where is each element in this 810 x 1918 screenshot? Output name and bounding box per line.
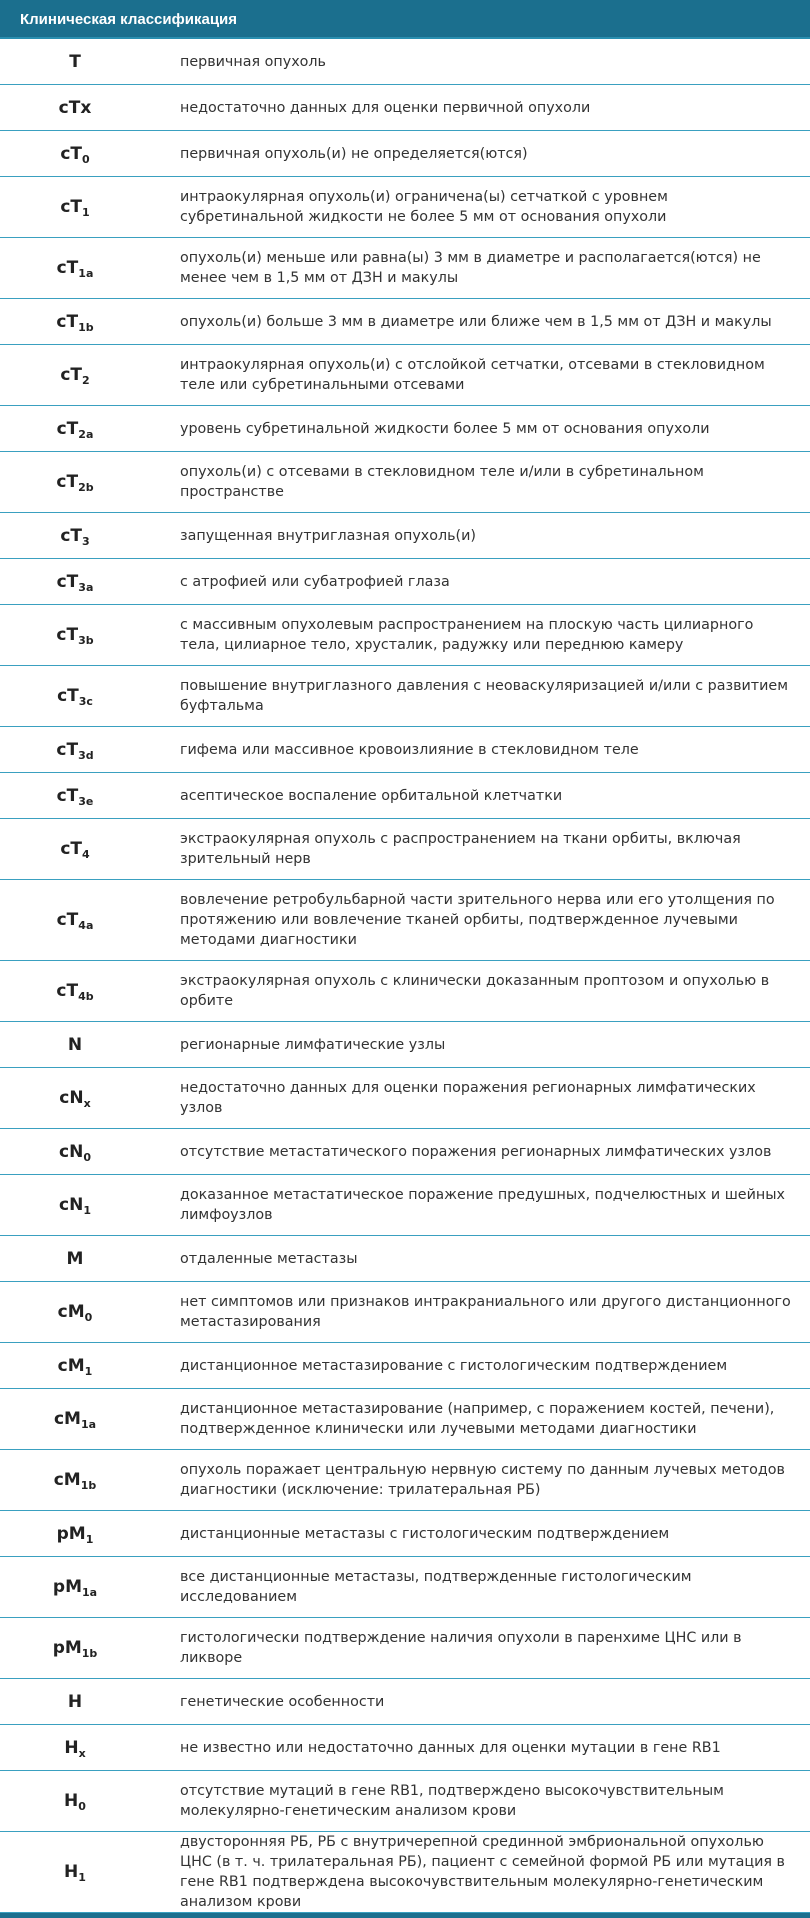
row-code-main: cT (56, 739, 79, 760)
row-description: экстраокулярная опухоль с распространением на ткани орбиты, включая зрительный нерв (180, 831, 741, 867)
row-code (0, 472, 150, 492)
table-row (0, 1511, 810, 1557)
row-description: повышение внутриглазного давления с неоваскуляризацией и/или с развитием буфтальма (180, 678, 788, 714)
table-body (0, 39, 810, 1913)
table-row (0, 1832, 810, 1913)
row-code-subscript: 1a (78, 267, 94, 280)
table-row (0, 1175, 810, 1236)
row-code-subscript: 4b (78, 990, 94, 1003)
row-code (0, 572, 150, 592)
table-row (0, 605, 810, 666)
table-row (0, 452, 810, 513)
row-description: гистологически подтверждение наличия опухоли в паренхиме ЦНС или в ликворе (180, 1630, 742, 1666)
row-code (0, 419, 150, 439)
table-row (0, 1450, 810, 1511)
row-code (0, 1692, 150, 1712)
row-code-subscript: 1 (83, 1204, 91, 1217)
row-code-subscript: 3a (78, 580, 94, 594)
row-code-main: cN (59, 1088, 84, 1108)
table-row (0, 1618, 810, 1679)
row-description: дистанционные метастазы с гистологическим подтверждением (180, 1525, 670, 1542)
table-row (0, 1389, 810, 1450)
row-code (0, 786, 150, 806)
row-code-main: cT (56, 571, 79, 592)
row-code-subscript: 1b (78, 320, 94, 334)
row-description: генетические особенности (180, 1693, 385, 1710)
row-code-main: cT (56, 981, 79, 1001)
table-row (0, 961, 810, 1022)
row-description: отсутствие метастатического поражения регионарных лимфатических узлов (180, 1143, 772, 1160)
row-description: опухоль поражает центральную нервную систему по данным лучевых методов диагностики (исключение: трилатеральная РБ) (180, 1462, 785, 1498)
table-row (0, 345, 810, 406)
row-code (0, 258, 150, 278)
row-code (0, 1356, 150, 1376)
table-row (0, 559, 810, 605)
row-code-main: pM (52, 1638, 82, 1658)
table-row (0, 39, 810, 85)
row-code-subscript: 1a (82, 1586, 98, 1599)
row-code-main: cT (56, 472, 79, 492)
row-code (0, 1409, 150, 1429)
row-code (0, 98, 150, 118)
row-code-main: cN (59, 1195, 84, 1215)
row-code (0, 1195, 150, 1215)
row-code (0, 1577, 150, 1597)
table-row (0, 1725, 810, 1771)
row-code (0, 686, 150, 706)
row-description: регионарные лимфатические узлы (180, 1036, 446, 1053)
table-row (0, 773, 810, 819)
row-description: опухоль(и) с отсевами в стекловидном теле и/или в субретинальном пространстве (180, 464, 704, 500)
row-code (0, 1470, 150, 1490)
row-code (0, 839, 150, 859)
row-description: опухоль(и) больше 3 мм в диаметре или ближе чем в 1,5 мм от ДЗН и макулы (180, 313, 772, 330)
row-code-subscript: 2a (78, 427, 94, 441)
row-code-main: cT (56, 625, 79, 645)
row-description: все дистанционные метастазы, подтвержденные гистологическим исследованием (180, 1569, 692, 1605)
row-code (0, 197, 150, 217)
row-code-subscript: 1b (81, 1647, 98, 1660)
row-description: уровень субретинальной жидкости более 5 мм от основания опухоли (180, 420, 710, 437)
row-code-subscript: 4 (82, 848, 90, 861)
row-code-subscript: 0 (78, 1800, 86, 1813)
row-description: с атрофией или субатрофией глаза (180, 573, 450, 590)
row-code-subscript: 1a (80, 1418, 97, 1431)
row-code-subscript: 3e (78, 794, 94, 808)
row-code (0, 1142, 150, 1162)
table-row (0, 238, 810, 299)
row-code-subscript: x (78, 1746, 86, 1760)
row-description: экстраокулярная опухоль с клинически доказанным проптозом и опухолью в орбите (180, 973, 770, 1009)
row-code-subscript: 1b (80, 1479, 97, 1492)
row-code-main: N (67, 1034, 83, 1055)
row-description: вовлечение ретробульбарной части зрительного нерва или его утолщения по протяжению или вовлечение тканей орбиты, подтвержденное лучевыми методами диагностики (180, 892, 775, 948)
row-code-main: H (67, 1691, 83, 1712)
row-code-subscript: 3d (78, 748, 94, 762)
row-description: первичная опухоль (180, 53, 326, 70)
row-code-main: cM (57, 1302, 85, 1322)
row-description: с массивным опухолевым распространением на плоскую часть цилиарного тела, цилиарное тело, хрусталик, радужку или переднюю камеру (180, 617, 754, 653)
row-code-subscript: 1 (84, 1364, 93, 1378)
row-code-main: M (66, 1248, 84, 1269)
row-description: интраокулярная опухоль(и) ограничена(ы) сетчаткой с уровнем субретинальной жидкости не более 5 мм от основания опухоли (180, 189, 668, 225)
table-row (0, 131, 810, 177)
row-description: недостаточно данных для оценки поражения регионарных лимфатических узлов (180, 1080, 756, 1116)
row-code (0, 625, 150, 645)
row-description: дистанционное метастазирование (например, с поражением костей, печени), подтвержденное клинически или лучевыми методами диагностики (180, 1401, 775, 1437)
row-code (0, 1524, 150, 1544)
row-code-subscript: 0 (84, 1311, 93, 1324)
row-code-main: cT (60, 839, 83, 859)
row-code-main: cM (53, 1470, 81, 1490)
row-code-main: cT (56, 418, 79, 439)
row-code (0, 1862, 150, 1882)
table-row (0, 666, 810, 727)
row-code-main: cTx (58, 97, 92, 118)
table-row (0, 1679, 810, 1725)
row-description: асептическое воспаление орбитальной клетчатки (180, 787, 563, 804)
table-row (0, 727, 810, 773)
row-description: недостаточно данных для оценки первичной опухоли (180, 99, 591, 116)
row-code-main: cT (60, 365, 83, 385)
table-row (0, 513, 810, 559)
row-code (0, 312, 150, 332)
table-row (0, 1068, 810, 1129)
row-description: интраокулярная опухоль(и) с отслойкой сетчатки, отсевами в стекловидном теле или субретинальными отсевами (180, 357, 765, 393)
table-row (0, 177, 810, 238)
row-description: дистанционное метастазирование с гистологическим подтверждением (180, 1357, 728, 1374)
row-code-main: H (64, 1862, 79, 1882)
row-description: отдаленные метастазы (180, 1250, 358, 1267)
row-description: опухоль(и) меньше или равна(ы) 3 мм в диаметре и располагается(ются) не менее чем в 1,5 мм от ДЗН и макулы (180, 250, 761, 286)
row-code (0, 1035, 150, 1055)
row-code-main: cT (60, 143, 83, 164)
row-code (0, 1302, 150, 1322)
row-code-main: cM (53, 1409, 81, 1429)
table-row (0, 1282, 810, 1343)
row-code (0, 526, 150, 546)
row-description: гифема или массивное кровоизлияние в стекловидном теле (180, 741, 639, 758)
row-description: отсутствие мутаций в гене RB1, подтверждено высокочувствительным молекулярно-генетическим анализом крови (180, 1783, 724, 1819)
row-description: двусторонняя РБ, РБ с внутричерепной срединной эмбриональной опухолью ЦНС (в т. ч. трилатеральная РБ), пациент с семейной формой РБ или мутация в гене RB1 подтверждена высокочувствительным молекулярно-генетическим анализом крови (180, 1834, 785, 1910)
table-row (0, 1557, 810, 1618)
row-code (0, 910, 150, 930)
row-code-main: cT (60, 197, 83, 217)
row-description: нет симптомов или признаков интракраниального или другого дистанционного метастазирования (180, 1294, 791, 1330)
table-row (0, 299, 810, 345)
row-code (0, 1088, 150, 1108)
row-code (0, 52, 150, 72)
row-code-main: cT (57, 686, 79, 706)
row-code-subscript: 2b (78, 481, 94, 494)
table-row (0, 819, 810, 880)
row-code-subscript: 1 (85, 1532, 94, 1546)
row-code-subscript: 0 (83, 1150, 91, 1164)
row-code-subscript: 1 (82, 206, 90, 219)
table-row (0, 880, 810, 961)
row-code-subscript: 3b (78, 634, 94, 647)
row-code (0, 365, 150, 385)
table-bottom-bar (0, 1913, 810, 1918)
row-description: доказанное метастатическое поражение предушных, подчелюстных и шейных лимфоузлов (180, 1187, 785, 1223)
row-description: первичная опухоль(и) не определяется(ются) (180, 145, 528, 162)
row-code-subscript: 4a (78, 919, 94, 932)
row-code-main: cM (57, 1355, 85, 1376)
table-row (0, 85, 810, 131)
row-code (0, 1638, 150, 1658)
table-row (0, 1129, 810, 1175)
row-code-main: cT (56, 258, 79, 278)
table-row (0, 1771, 810, 1832)
table-header: Клиническая классификация (0, 0, 810, 39)
table-row (0, 406, 810, 452)
row-code (0, 981, 150, 1001)
table-row (0, 1343, 810, 1389)
row-description: запущенная внутриглазная опухоль(и) (180, 527, 477, 544)
row-code (0, 740, 150, 760)
row-code-subscript: 3 (82, 534, 90, 548)
row-code-main: cT (56, 910, 79, 930)
row-code-main: cT (60, 525, 83, 546)
row-code-main: T (69, 51, 81, 72)
row-code-subscript: 1 (78, 1871, 86, 1884)
row-code (0, 1791, 150, 1811)
row-code-main: cN (59, 1141, 84, 1162)
row-code-main: pM (52, 1577, 82, 1597)
table-row (0, 1022, 810, 1068)
table-row (0, 1236, 810, 1282)
row-description: не известно или недостаточно данных для оценки мутации в гене RB1 (180, 1739, 721, 1756)
row-code-subscript: 2 (82, 374, 90, 387)
row-code-main: H (64, 1791, 79, 1811)
row-code-main: cT (56, 785, 79, 806)
row-code-main: cT (56, 311, 79, 332)
row-code (0, 144, 150, 164)
row-code-subscript: 0 (82, 152, 90, 166)
row-code (0, 1738, 150, 1758)
row-code-subscript: x (83, 1097, 91, 1110)
row-code (0, 1249, 150, 1269)
row-code-main: H (64, 1737, 79, 1758)
row-code-subscript: 3c (78, 695, 93, 708)
row-code-main: pM (56, 1523, 86, 1544)
